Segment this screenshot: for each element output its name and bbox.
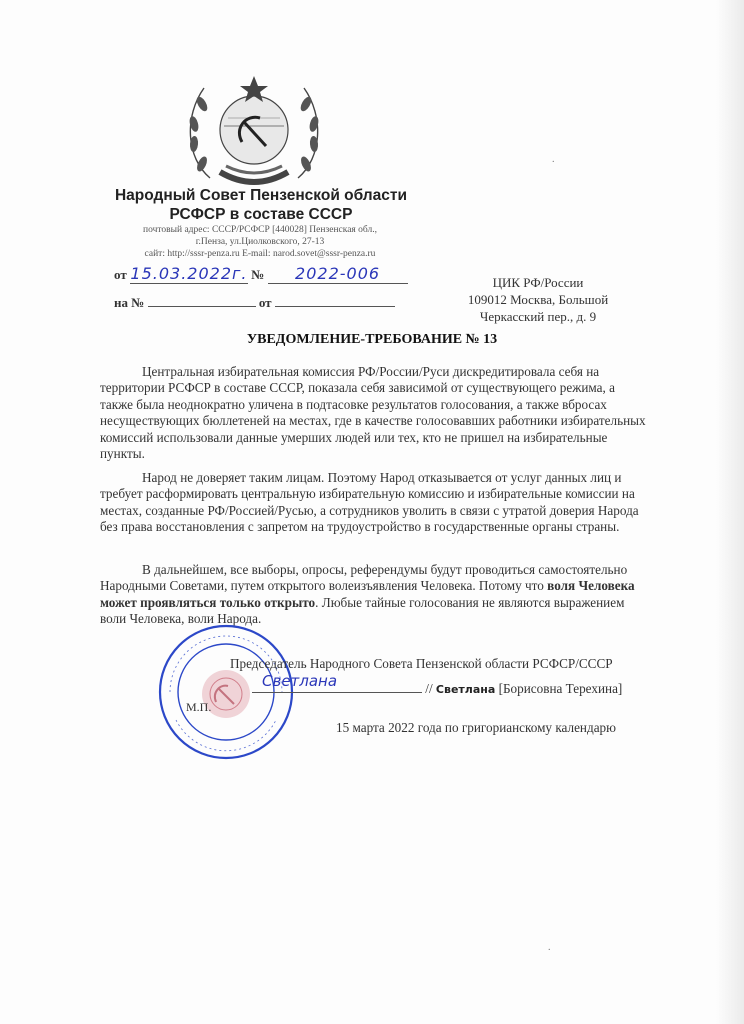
- signature-separator: //: [425, 681, 433, 696]
- reference-row-incoming: [114, 294, 395, 311]
- to-from-label: от: [258, 295, 272, 310]
- from-label: от: [114, 267, 127, 282]
- body-paragraph-1: Центральная избирательная комиссия РФ/России/Руси дискредитировала себя на территории РСФСР в составе СССР, показала себя зависимой от существующего режима, а также была неоднократно уличена в подтасовке результатов голосования, а также вбросах несуществующих бюллетеней на местах, где в качестве голосовавших работники избирательных комиссий использовали данные умерших людей или тех, кто не пришел на избирательные пункты.: [100, 364, 646, 462]
- body-paragraph-2: Народ не доверяет таким лицам. Поэтому Народ отказывается от услуг данных лиц и требует расформировать центральную избирательную комиссию и избирательные комиссии на местах, созданные РФ/Россией/Русью, а сотрудников уволить в связи с утратой доверия Народа без права восстановления с запретом на трудоустройство в государственные органы страны.: [100, 470, 639, 535]
- organization-name: [96, 186, 426, 224]
- seal-place-label: М.П.: [186, 700, 212, 714]
- signature-date: 15 марта 2022 года по григорианскому календарю: [336, 720, 617, 735]
- scan-speck: .: [552, 154, 555, 165]
- p3-end: . Любые тайные голосования не являются выражением воли Человека, воли Народа.: [100, 594, 625, 627]
- to-date-blank: [275, 294, 395, 307]
- coat-of-arms-emblem: [180, 68, 328, 196]
- p3-bold: воля Человека может проявляться только открыто: [100, 578, 635, 610]
- address-line2: г.Пенза, ул.Циолковского, 27-13: [195, 237, 325, 247]
- to-number-blank: [148, 294, 256, 307]
- recipient-line3: Черкасский пер., д. 9: [479, 309, 597, 324]
- to-number-label: на №: [114, 295, 145, 310]
- from-date-field: [130, 264, 248, 284]
- body-paragraph-3: [100, 562, 648, 628]
- from-date-handwritten: 15.03.2022г.: [130, 264, 248, 283]
- p3-start: В дальнейшем, все выборы, опросы, референдумы будут проводиться самостоятельно Народными Советами, путем открытого волеизъявления Человека. Потому что: [100, 562, 628, 594]
- org-name-line2: РСФСР в составе СССР: [169, 206, 353, 223]
- signature-line: [252, 672, 647, 697]
- scan-edge-shadow: [716, 0, 744, 1024]
- address-block: [110, 224, 410, 260]
- recipient-line2: 109012 Москва, Большой: [467, 292, 609, 307]
- number-field: [268, 264, 408, 284]
- org-name-line1: Народный Совет Пензенской области: [114, 187, 408, 204]
- document-title: УВЕДОМЛЕНИЕ-ТРЕБОВАНИЕ № 13: [246, 332, 498, 347]
- address-line1: почтовый адрес: СССР/РСФСР [440028] Пензенская обл.,: [142, 225, 378, 235]
- handwritten-signature: Светлана: [262, 672, 338, 690]
- signatory-title: Председатель Народного Совета Пензенской области РСФСР/СССР: [230, 656, 613, 671]
- recipient-block: [438, 274, 638, 325]
- recipient-line1: ЦИК РФ/России: [492, 275, 584, 290]
- signatory-first-name: Светлана: [435, 683, 496, 696]
- reference-row-outgoing: [114, 264, 408, 284]
- signature-blank: [252, 672, 422, 693]
- scan-speck: .: [548, 942, 551, 953]
- address-line3: сайт: http://sssr-penza.ru E-mail: narod.sovet@sssr-penza.ru: [144, 249, 376, 259]
- number-label: №: [251, 267, 265, 282]
- signatory-name-rest: [Борисовна Терехина]: [498, 681, 623, 696]
- number-handwritten: 2022-006: [295, 264, 381, 283]
